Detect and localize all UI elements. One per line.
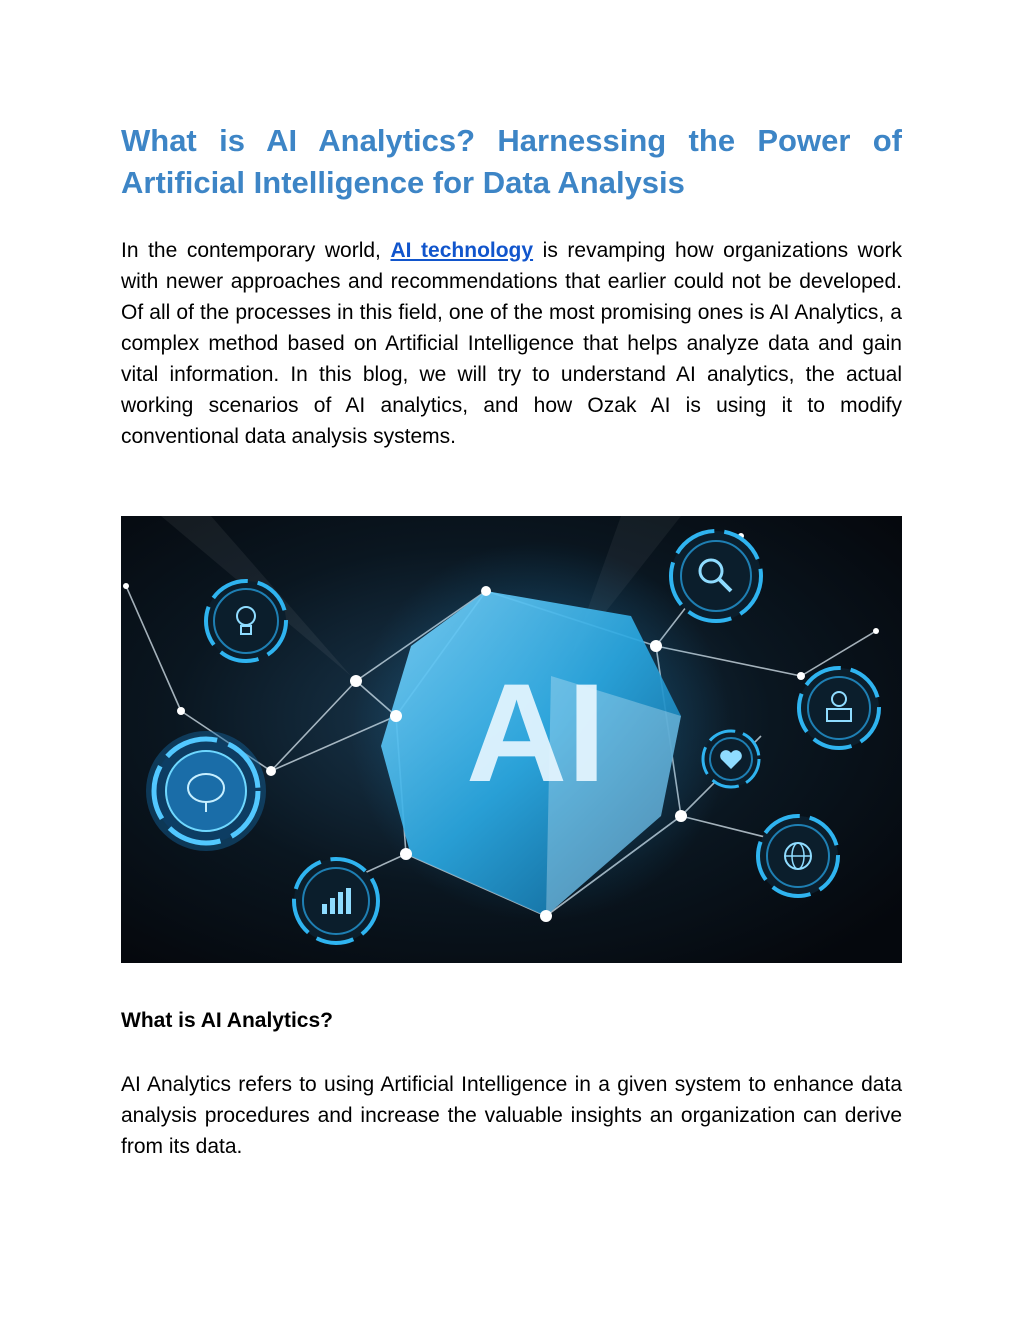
person-icon <box>799 668 879 748</box>
heart-icon <box>703 731 759 787</box>
lightbulb-icon <box>206 581 286 661</box>
page-title: What is AI Analytics? Harnessing the Power of Artificial Intelligence for Data Analysis <box>121 123 902 200</box>
chart-icon <box>294 859 378 943</box>
ai-label: AI <box>466 654 606 811</box>
section-heading: What is AI Analytics? <box>121 1009 333 1032</box>
intro-text-before: In the contemporary world, <box>121 239 391 262</box>
hero-image <box>121 516 902 963</box>
ai-technology-link[interactable]: AI technology <box>390 239 534 262</box>
magnifier-icon <box>671 531 761 621</box>
brain-icon <box>146 731 266 851</box>
intro-paragraph <box>121 235 902 452</box>
intro-text-after: is revamping how organizations work with newer approaches and recommendations that earlier could not be developed. Of all of the processes in this field, one of the most promising ones is AI Analytics, a complex method based on Artificial Intelligence that helps analyze data and gain vital information. In this blog, we will try to understand AI analytics, the actual working scenarios of AI analytics, and how Ozak AI is using it to modify conventional data analysis systems. <box>121 239 902 448</box>
globe-icon <box>758 816 838 896</box>
section-paragraph: AI Analytics refers to using Artificial Intelligence in a given system to enhance data analysis procedures and increase the valuable insights an organization can derive from its data. <box>121 1073 902 1158</box>
